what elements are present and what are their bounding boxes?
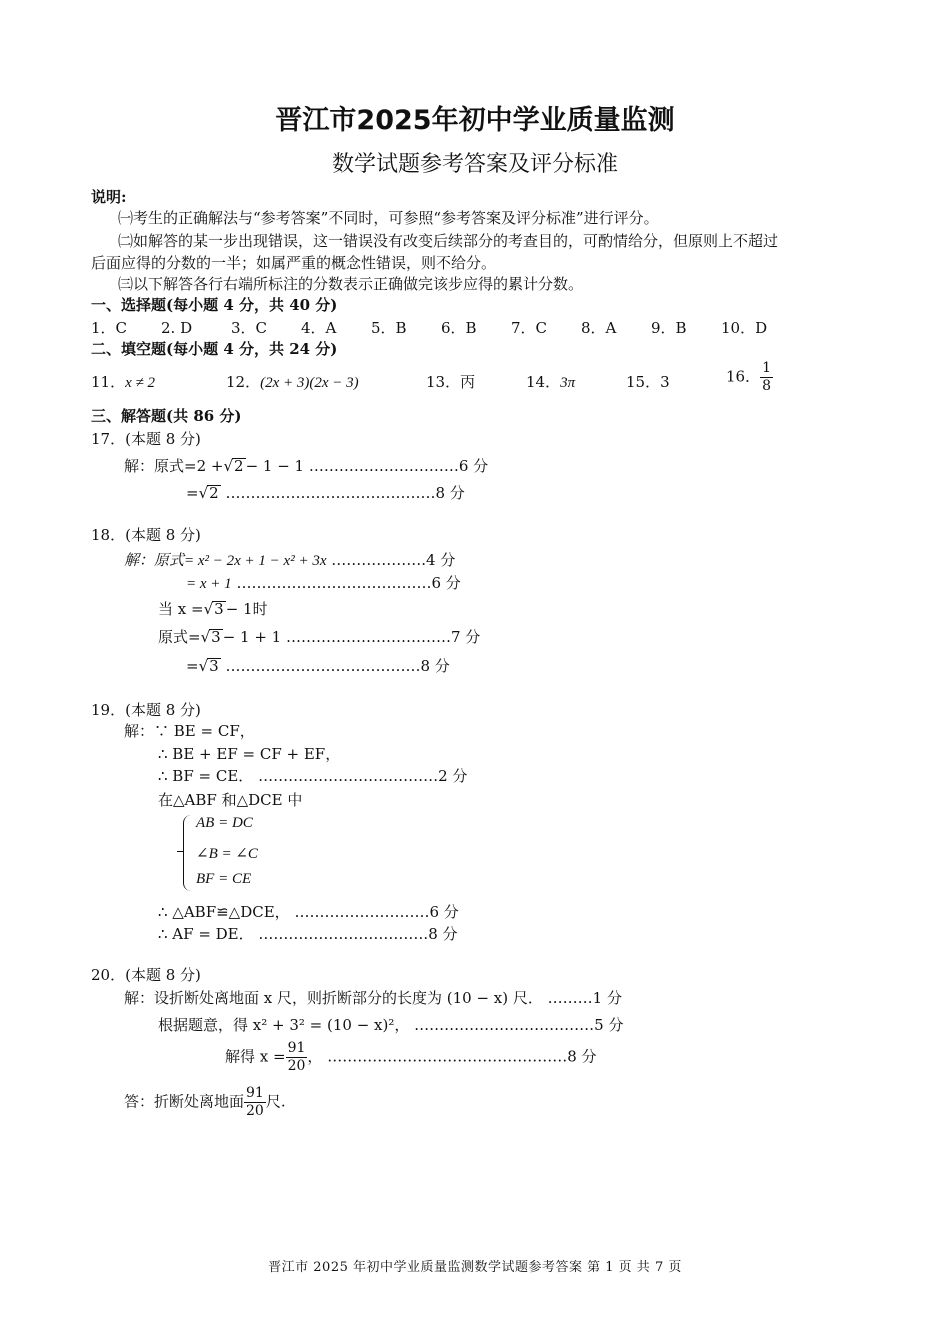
fill-q16: 16． $\frac{1}{8}$: [726, 360, 772, 394]
fill-q14: 14．3π: [526, 373, 576, 391]
fraction: $\frac{91}{20}$: [246, 1085, 264, 1119]
q19-line3: ∴ BF = CE． ………………………………2 分: [158, 767, 468, 785]
q20-line1: 解：设折断处离地面 x 尺，则折断部分的长度为 (10 − x) 尺． ………1 分: [124, 989, 622, 1007]
q20-line2: 根据题意，得 x² + 3² = (10 − x)²， ………………………………5 分: [158, 1016, 624, 1034]
q18-line1: 解：原式= x² − 2x + 1 − x² + 3x ……………….4 分: [124, 551, 456, 569]
fill-q12: 12．(2x + 3)(2x − 3): [226, 373, 359, 391]
choice-answer: 1．C: [91, 319, 128, 337]
section2-heading: 二、填空题(每小题 4 分，共 24 分): [91, 340, 338, 358]
q19-line5: ∴ △ABF≌△DCE， ………………………6 分: [158, 903, 459, 921]
q18-line5: =√3 …………………………………8 分: [186, 657, 450, 675]
notes-heading: 说明:: [91, 188, 127, 206]
choice-answer: 8．A: [581, 319, 617, 337]
choice-answer: 2. D: [161, 319, 193, 337]
q18-title: 18．(本题 8 分): [91, 526, 201, 544]
q19-line1: 解：∵ BE = CF，: [124, 722, 255, 740]
note-2a: ㈡如解答的某一步出现错误，这一错误没有改变后续部分的考查目的，可酌情给分，但原则上不超过: [118, 232, 779, 250]
q17-line2: =√2 ……………………………………8 分: [186, 484, 465, 502]
q18-line3: 当 x =√3 − 1时: [158, 600, 268, 618]
q20-answer: 答：折断处离地面 $\frac{91}{20}$ 尺.: [124, 1085, 286, 1119]
page-title: 晋江市2025年初中学业质量监测: [275, 105, 675, 136]
q17-title: 17．(本题 8 分): [91, 430, 201, 448]
q19-system-3: BF = CE: [196, 871, 252, 887]
section3-heading: 三、解答题(共 86 分): [91, 407, 242, 425]
q18-line2: = x + 1 …………………………………6 分: [186, 574, 461, 592]
page-footer: 晋江市 2025 年初中学业质量监测数学试题参考答案 第 1 页 共 7 页: [268, 1260, 682, 1275]
page-subtitle: 数学试题参考答案及评分标准: [331, 152, 618, 177]
q19-system-1: AB = DC: [196, 815, 253, 831]
q19-system-2: ∠B = ∠C: [196, 846, 258, 862]
system-brace: [183, 815, 194, 891]
choice-answer: 10．D: [721, 319, 768, 337]
fill-q11: 11．x ≠ 2: [91, 373, 155, 391]
q19-line2: ∴ BE + EF = CF + EF，: [158, 745, 341, 763]
fraction: $\frac{91}{20}$: [287, 1040, 306, 1074]
q19-line6: ∴ AF = DE． …………………………….8 分: [158, 925, 458, 943]
q17-line1: 解：原式=2 +√2 − 1 − 1 …………………………6 分: [124, 457, 489, 475]
q18-line4: 原式=√3 − 1 + 1 ……………………………7 分: [158, 628, 481, 646]
section1-heading: 一、选择题(每小题 4 分，共 40 分): [91, 296, 338, 314]
q20-title: 20．(本题 8 分): [91, 966, 201, 984]
choice-answer: 3．C: [231, 319, 268, 337]
fill-q15: 15．3: [626, 373, 670, 391]
q19-title: 19．(本题 8 分): [91, 701, 201, 719]
note-2b: 后面应得的分数的一半；如属严重的概念性错误，则不给分。: [91, 254, 497, 272]
q20-line3: 解得 x = $\frac{91}{20}$ ， …………………………………………8 分: [225, 1040, 597, 1074]
choice-answer: 6．B: [441, 319, 477, 337]
choice-answer: 9．B: [651, 319, 687, 337]
note-3: ㈢以下解答各行右端所标注的分数表示正确做完该步应得的累计分数。: [118, 275, 584, 293]
fill-q13: 13．丙: [426, 373, 476, 391]
choice-answer: 7．C: [511, 319, 548, 337]
choice-answer: 4．A: [301, 319, 337, 337]
q19-line4: 在△ABF 和△DCE 中: [158, 791, 303, 809]
choice-answer: 5．B: [371, 319, 407, 337]
fraction: $\frac{1}{8}$: [762, 360, 772, 394]
note-1: ㈠考生的正确解法与“参考答案”不同时，可参照“参考答案及评分标准”进行评分。: [118, 209, 659, 227]
choice-answers: [91, 317, 791, 338]
